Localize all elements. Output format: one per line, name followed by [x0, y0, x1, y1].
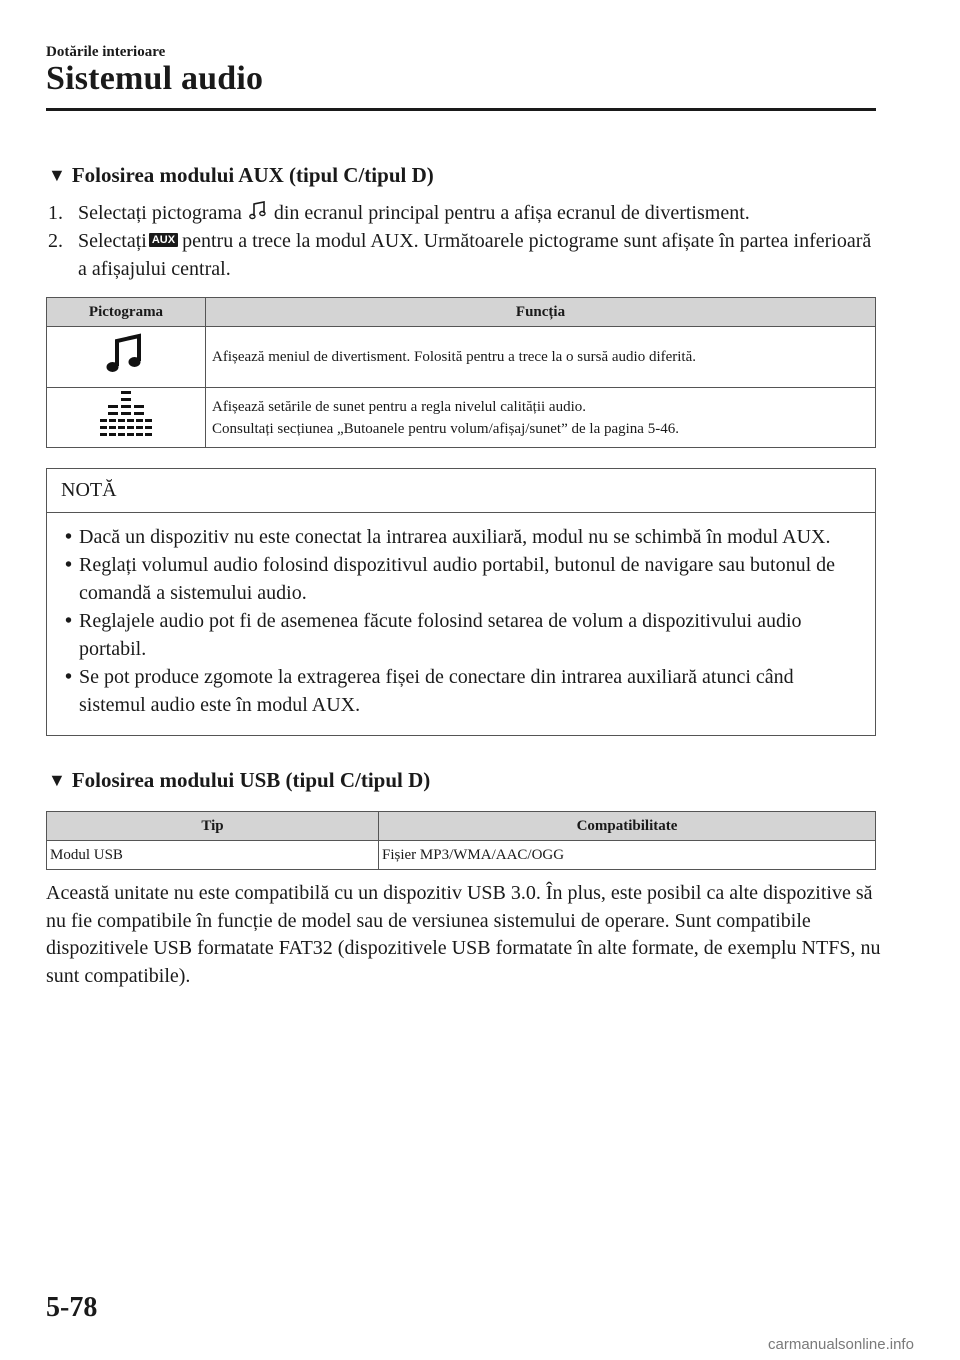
- icon-cell: [47, 327, 206, 388]
- column-header: Compatibilitate: [379, 812, 876, 841]
- note-text: Reglați volumul audio folosind dispozitivul audio portabil, butonul de navigare sau butonul de comandă a sistemului audio.: [79, 554, 835, 604]
- table-row: [47, 327, 876, 388]
- function-text: Consultați secțiunea „Butoanele pentru volum/afișaj/sunet” de la pagina 5-46.: [212, 420, 679, 437]
- bullet-icon: •: [65, 554, 73, 576]
- function-cell: [206, 327, 876, 388]
- step-number: 2.: [48, 230, 63, 252]
- aux-heading: [48, 163, 434, 188]
- section-label: Dotările interioare: [46, 44, 166, 60]
- table-cell: Modul USB: [47, 841, 379, 870]
- page-title: Sistemul audio: [46, 60, 264, 97]
- usb-paragraph: Această unitate nu este compatibilă cu un dispozitiv USB 3.0. În plus, este posibil ca alte dispozitive să nu fie compatibile în funcție de model sau de versiunea sistemului de operare. Sunt compatibile dispozitivele USB formatate FAT32 (dispozitivele USB formatate în alte formate, de exemplu NTFS, nu sunt compatibile).: [46, 882, 881, 987]
- aux-steps: [48, 199, 878, 283]
- note-title: NOTĂ: [61, 479, 117, 501]
- bullet-icon: •: [65, 666, 73, 688]
- heading-marker-icon: ▼: [48, 770, 66, 790]
- step-text: Selectați: [78, 230, 147, 252]
- column-header: Funcția: [206, 298, 876, 327]
- table-row: [47, 841, 876, 870]
- music-note-icon: [106, 333, 146, 377]
- note-list: [61, 523, 861, 719]
- column-header: Tip: [47, 812, 379, 841]
- icon-function-table: [46, 297, 876, 448]
- watermark: carmanualsonline.info: [768, 1336, 914, 1353]
- bullet-icon: •: [65, 610, 73, 632]
- bullet-icon: •: [65, 526, 73, 548]
- function-cell: [206, 388, 876, 448]
- list-item: [61, 551, 861, 607]
- usb-heading-text: Folosirea modului USB (tipul C/tipul D): [71, 768, 431, 792]
- column-header: Pictograma: [47, 298, 206, 327]
- step-text: Selectați pictograma: [78, 202, 242, 224]
- list-item: [61, 663, 861, 719]
- aux-heading-text: Folosirea modului AUX (tipul C/tipul D): [71, 163, 434, 187]
- table-cell: Fișier MP3/WMA/AAC/OGG: [379, 841, 876, 870]
- note-text: Dacă un dispozitiv nu este conectat la intrarea auxiliară, modul nu se schimbă în modul AUX.: [79, 526, 831, 548]
- step-text: din ecranul principal pentru a afișa ecranul de divertisment.: [273, 202, 750, 224]
- step-text: pentru a trece la modul AUX. Următoarele pictograme sunt afișate în partea inferioară a afișajului central.: [78, 230, 872, 280]
- equalizer-icon: [98, 389, 154, 441]
- note-text: Se pot produce zgomote la extragerea fișei de conectare din intrarea auxiliară atunci când sistemul audio este în modul AUX.: [79, 666, 794, 716]
- music-note-icon: [249, 201, 267, 221]
- icon-cell: [47, 388, 206, 448]
- aux-badge-icon: AUX: [149, 233, 178, 247]
- usb-compatibility-table: [46, 811, 876, 870]
- step-2: [48, 227, 878, 283]
- note-box: [46, 468, 876, 736]
- table-row: [47, 388, 876, 448]
- list-item: [61, 523, 861, 551]
- note-text: Reglajele audio pot fi de asemenea făcute folosind setarea de volum a dispozitivului audio portabil.: [79, 610, 802, 660]
- heading-marker-icon: ▼: [48, 165, 66, 185]
- table-header-row: [47, 298, 876, 327]
- step-1: [48, 199, 878, 227]
- header-divider: [46, 108, 876, 111]
- usb-heading: [48, 768, 430, 793]
- note-divider: [47, 512, 875, 513]
- function-text: Afișează setările de sunet pentru a regla nivelul calității audio.: [212, 398, 587, 415]
- table-header-row: [47, 812, 876, 841]
- step-number: 1.: [48, 202, 63, 224]
- list-item: [61, 607, 861, 663]
- function-text: Afișează meniul de divertisment. Folosită pentru a trece la o sursă audio diferită.: [212, 349, 697, 365]
- page-number: 5-78: [46, 1292, 98, 1323]
